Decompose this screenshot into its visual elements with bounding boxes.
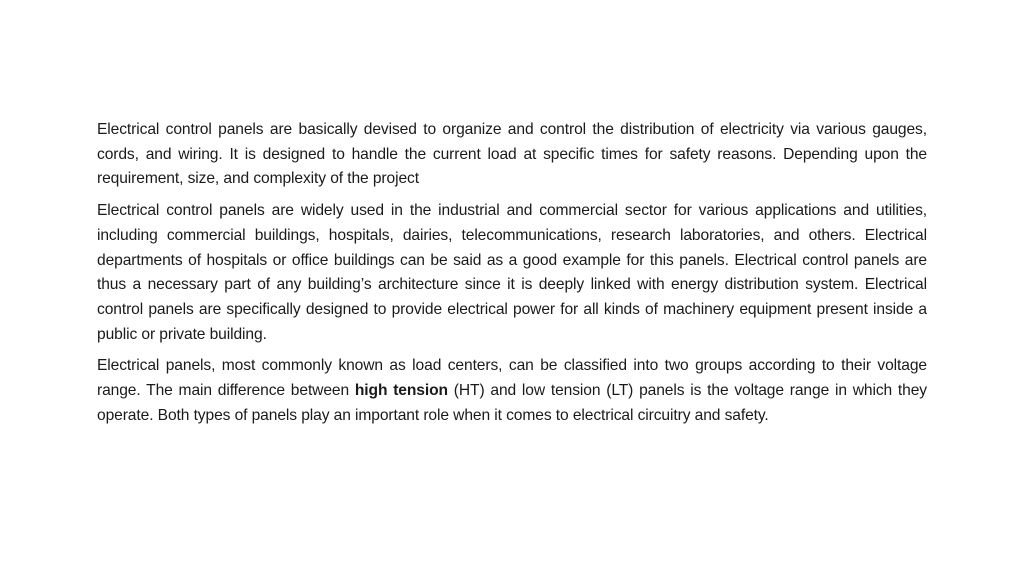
text-block — [97, 118, 927, 435]
paragraph-1: Electrical control panels are basically devised to organize and control the distribution of electricity via various gauges, cords, and wiring. It is designed to handle the current load at specific times for safety reasons. Depending upon the requirement, size, and complexity of the project — [97, 121, 927, 188]
paragraph-2: Electrical control panels are widely used in the industrial and commercial sector for various applications and utilities, including commercial buildings, hospitals, dairies, telecommunications, research laboratories, and others. Electrical departments of hospitals or office buildings can be said as a good example for this panels. Electrical control panels are thus a necessary part of any building’s architecture since it is deeply linked with energy distribution system. Electrical control panels are specifically designed to provide electrical power for all kinds of machinery equipment present inside a public or private building. — [97, 202, 927, 343]
bold-term-high-tension: high tension — [354, 382, 448, 400]
paragraph-3-end: (HT) and low tension (LT) panels is the voltage range in which they operate. Both types of panels play an important role when it comes to electrical circuitry and safety. — [97, 382, 927, 424]
paragraph-3 — [97, 354, 927, 428]
paragraph-3-start: Electrical panels, most commonly known as load centers, can be classified into two groups according to their voltage range. The main difference between — [97, 357, 927, 400]
